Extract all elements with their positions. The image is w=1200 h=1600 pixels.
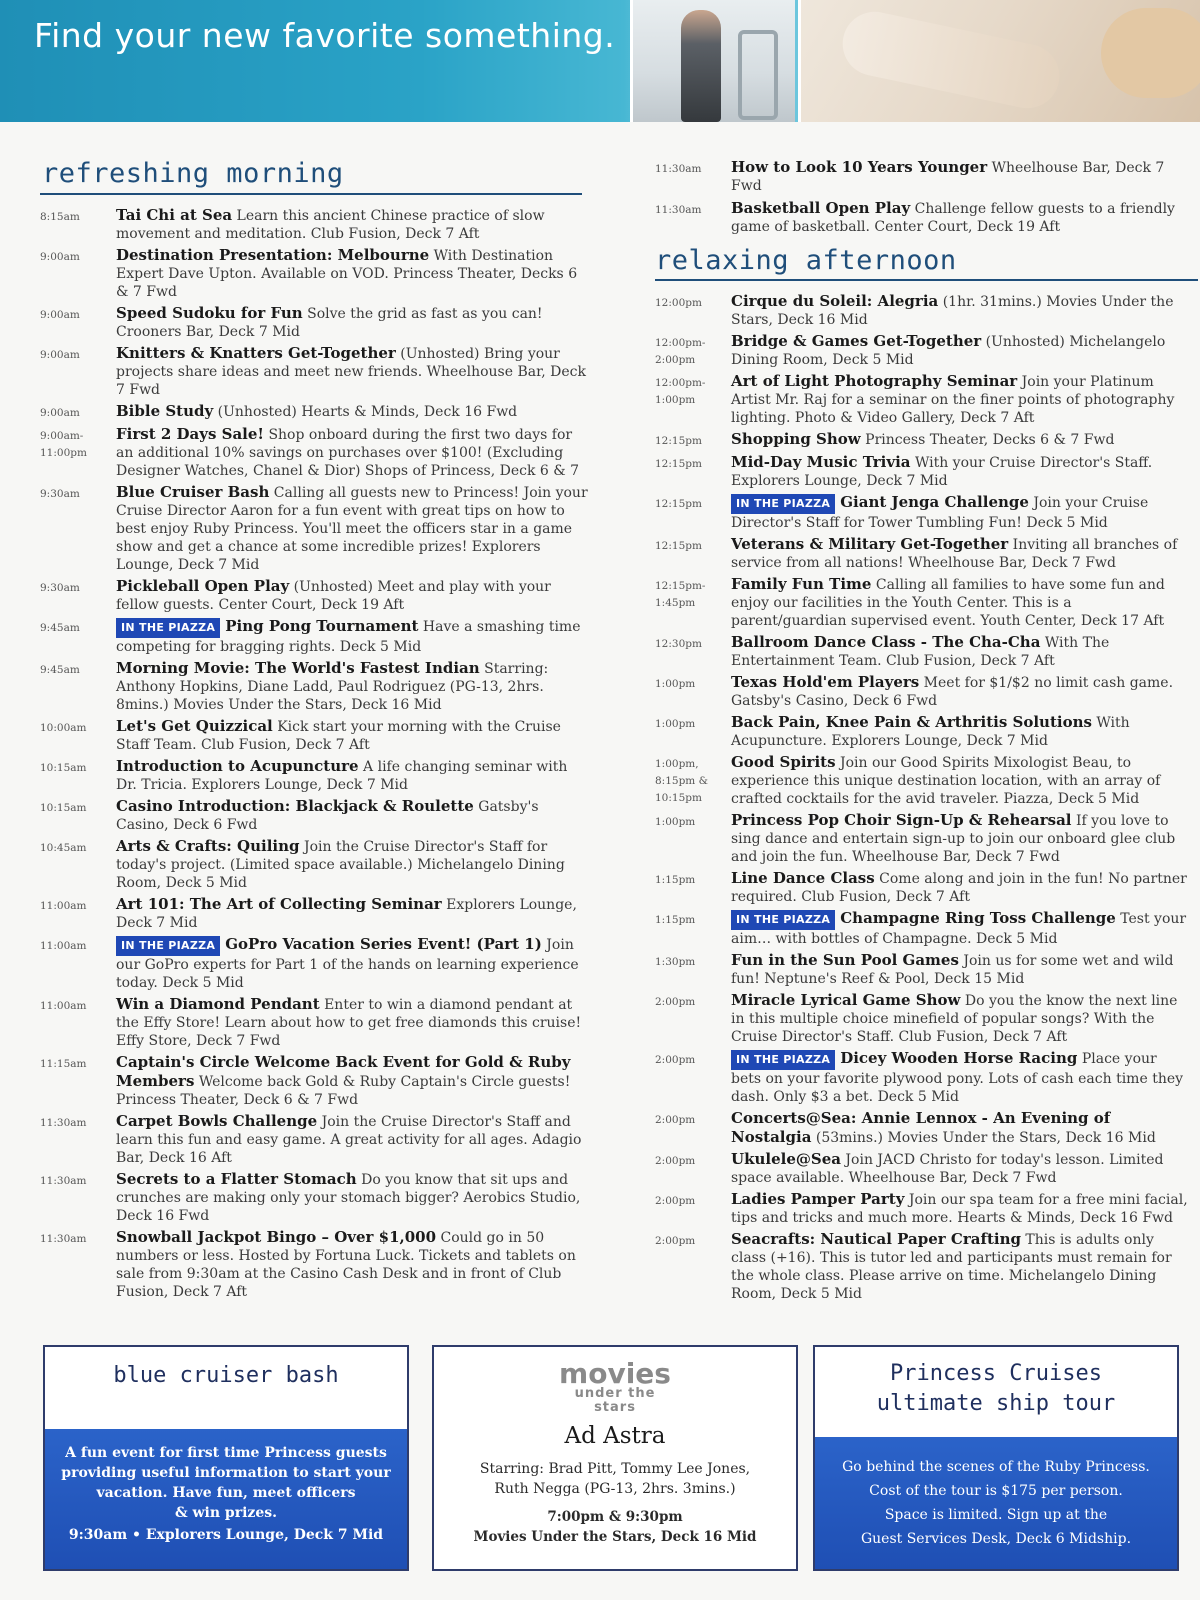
box-tour-line: Guest Services Desk, Deck 6 Midship.: [860, 1531, 1132, 1547]
event-title: Pickleball Open Play: [116, 577, 290, 595]
event-title: Mid-Day Music Trivia: [731, 453, 911, 471]
event-title: Giant Jenga Challenge: [840, 493, 1029, 511]
event-body: [116, 617, 588, 656]
event-time: 10:15am: [40, 762, 87, 774]
event-item: [655, 991, 1191, 1046]
event-description: Have a smashing time competing for bragging rights. Deck 5 Mid: [116, 619, 581, 655]
event-title: Art of Light Photography Seminar: [731, 372, 1018, 390]
event-title: First 2 Days Sale!: [116, 425, 264, 443]
event-time: 1:00pm: [655, 678, 696, 690]
event-title: Shopping Show: [731, 430, 861, 448]
event-time: 9:30am: [40, 582, 80, 594]
event-title: Ballroom Dance Class - The Cha-Cha: [731, 633, 1041, 651]
event-body: [116, 895, 588, 932]
event-description: With Acupuncture. Explorers Lounge, Deck 7 Mid: [731, 715, 1130, 749]
event-title: Let's Get Quizzical: [116, 717, 273, 735]
event-description: (Unhosted) Bring your projects share ideas and meet new friends. Wheelhouse Bar, Deck 7 Fwd: [116, 346, 586, 398]
event-item: [655, 430, 1191, 450]
event-time: 1:15pm: [655, 914, 696, 926]
event-description: Join the Cruise Director's Staff for today's project. (Limited space available.) Michelangelo Dining Room, Deck 5 Mid: [116, 839, 565, 891]
event-description: Inviting all branches of service from all nations! Wheelhouse Bar, Deck 7 Fwd: [731, 537, 1178, 571]
movie-title: Ad Astra: [564, 1423, 666, 1449]
box-tour-line: Space is limited. Sign up at the: [884, 1507, 1108, 1523]
event-description: Join our Good Spirits Mixologist Beau, to experience this unique destination location, with an array of crafted cocktails for the avid traveler. Piazza, Deck 5 Mid: [731, 755, 1161, 807]
event-title: Dicey Wooden Horse Racing: [840, 1049, 1078, 1067]
event-description: Welcome back Gold & Ruby Captain's Circle guests! Princess Theater, Deck 6 & 7 Fwd: [116, 1074, 571, 1108]
event-body: [731, 1230, 1191, 1303]
event-item: [655, 575, 1191, 630]
event-description: Join the Cruise Director's Staff and learn this fun and easy game. A great activity for all ages. Adagio Bar, Deck 16 Aft: [116, 1114, 582, 1166]
event-time: 11:00am: [40, 1000, 87, 1012]
box-bash-line: A fun event for first time Princess guests: [65, 1445, 387, 1461]
event-description: Explorers Lounge, Deck 7 Mid: [116, 897, 577, 931]
event-body: [116, 837, 588, 892]
event-time: 1:00pm: [655, 816, 696, 828]
event-title: Carpet Bowls Challenge: [116, 1112, 318, 1130]
event-description: Gatsby's Casino, Deck 6 Fwd: [116, 799, 539, 833]
event-title: Destination Presentation: Melbourne: [116, 246, 430, 264]
event-body: [116, 425, 588, 480]
event-item: [655, 535, 1191, 572]
event-description: Meet for $1/$2 no limit cash game. Gatsby's Casino, Deck 6 Fwd: [731, 675, 1174, 709]
event-description: With your Cruise Director's Staff. Explorers Lounge, Deck 7 Mid: [731, 455, 1153, 489]
event-description: Learn this ancient Chinese practice of slow movement and meditation. Club Fusion, Deck 7 Aft: [116, 208, 545, 242]
event-time: 12:15pm- 1:45pm: [655, 580, 706, 609]
event-description: Calling all guests new to Princess! Join your Cruise Director Aaron for a fun event with great tips on how to best enjoy Ruby Princess. You'll meet the officers star in a game show and get a chance at some incredible prizes! Explorers Lounge, Deck 7 Mid: [116, 485, 588, 573]
event-title: Miracle Lyrical Game Show: [731, 991, 961, 1009]
event-time: 2:00pm: [655, 1114, 696, 1126]
event-description: Starring: Anthony Hopkins, Diane Ladd, Paul Rodriguez (PG-13, 2hrs. 8mins.) Movies Under the Stars, Deck 16 Mid: [116, 661, 549, 713]
event-time: 11:30am: [655, 163, 702, 175]
event-body: [116, 304, 588, 341]
event-title: Veterans & Military Get-Together: [731, 535, 1009, 553]
movie-times: 7:00pm & 9:30pm: [547, 1509, 683, 1525]
movie-venue: Movies Under the Stars, Deck 16 Mid: [473, 1529, 757, 1545]
event-time: 12:00pm- 1:00pm: [655, 377, 706, 406]
photo-spa-guest: [837, 6, 1065, 114]
banner-photo-spa: [798, 0, 1200, 122]
event-item: [655, 1190, 1191, 1227]
event-time: 2:00pm: [655, 1235, 696, 1247]
event-item: [40, 717, 588, 754]
event-title: Speed Sudoku for Fun: [116, 304, 303, 322]
event-description: Join your Platinum Artist Mr. Raj for a seminar on the finer points of photography lighting. Photo & Video Gallery, Deck 7 Aft: [731, 374, 1175, 426]
event-time: 12:00pm: [655, 297, 702, 309]
event-time: 10:00am: [40, 722, 87, 734]
event-title: Tai Chi at Sea: [116, 206, 233, 224]
event-time: 1:00pm, 8:15pm & 10:15pm: [655, 758, 708, 804]
event-description: If you love to sing dance and entertain sign-up to join our onboard glee club and join the fun. Wheelhouse Bar, Deck 7 Fwd: [731, 813, 1176, 865]
event-item: [40, 246, 588, 301]
event-body: [731, 713, 1191, 750]
event-title: Knitters & Knatters Get-Together: [116, 344, 396, 362]
event-item: [40, 483, 588, 574]
event-item: [40, 206, 588, 243]
event-description: Enter to win a diamond pendant at the Effy Store! Learn about how to get free diamonds this cruise! Effy Store, Deck 7 Fwd: [116, 997, 582, 1049]
box-bash-line: & win prizes.: [174, 1505, 278, 1521]
event-description: Come along and join in the fun! No partner required. Club Fusion, Deck 7 Aft: [731, 871, 1187, 905]
box-tour-line: Go behind the scenes of the Ruby Princess.: [842, 1459, 1150, 1475]
late-morning-events: [655, 158, 1185, 240]
event-item: [40, 1228, 588, 1301]
event-description: With Destination Expert Dave Upton. Available on VOD. Princess Theater, Decks 6 & 7 Fwd: [116, 248, 578, 300]
event-title: Art 101: The Art of Collecting Seminar: [116, 895, 442, 913]
event-description: This is adults only class (+16). This is tutor led and participants must remain for the whole class. Please arrive on time. Michelangelo Dining Room, Deck 5 Mid: [731, 1232, 1172, 1302]
event-time: 8:15am: [40, 211, 80, 223]
event-title: Ladies Pamper Party: [731, 1190, 905, 1208]
event-time: 11:30am: [40, 1117, 87, 1129]
piazza-badge: IN THE PIAZZA: [731, 910, 835, 930]
event-item: [40, 1112, 588, 1167]
event-body: [731, 1190, 1191, 1227]
movie-box: [432, 1345, 798, 1571]
event-item: [40, 344, 588, 399]
event-title: Cirque du Soleil: Alegria: [731, 292, 939, 310]
event-title: Good Spirits: [731, 753, 836, 771]
event-item: [655, 811, 1191, 866]
event-title: Casino Introduction: Blackjack & Roulette: [116, 797, 474, 815]
event-description: (53mins.) Movies Under the Stars, Deck 16 Mid: [811, 1130, 1156, 1146]
banner-photo-deck: [630, 0, 795, 122]
event-item: [655, 493, 1191, 532]
box-bash-line: providing useful information to start your: [61, 1465, 391, 1481]
event-time: 11:30am: [40, 1175, 87, 1187]
event-body: [731, 673, 1191, 710]
event-body: [731, 535, 1191, 572]
event-title: Introduction to Acupuncture: [116, 757, 359, 775]
event-time: 9:00am: [40, 251, 80, 263]
piazza-badge: IN THE PIAZZA: [116, 936, 220, 956]
event-body: [116, 1112, 588, 1167]
photo-spa-towel: [1101, 8, 1200, 98]
event-title: Princess Pop Choir Sign-Up & Rehearsal: [731, 811, 1072, 829]
event-item: [655, 869, 1191, 906]
event-body: [116, 1053, 588, 1109]
event-title: Line Dance Class: [731, 869, 875, 887]
morning-rule: [40, 193, 582, 195]
event-description: Solve the grid as fast as you can! Crooners Bar, Deck 7 Mid: [116, 306, 543, 340]
event-item: [655, 199, 1185, 236]
event-title: Secrets to a Flatter Stomach: [116, 1170, 357, 1188]
event-time: 12:15pm: [655, 498, 702, 510]
event-description: Join our spa team for a free mini facial, tips and tricks and much more. Hearts & Minds, Deck 16 Fwd: [731, 1192, 1188, 1226]
event-description: Could go in 50 numbers or less. Hosted by Fortuna Luck. Tickets and tablets on sale from 9:30am at the Casino Cash Desk and in front of Club Fusion, Deck 7 Aft: [116, 1230, 576, 1300]
event-time: 12:00pm- 2:00pm: [655, 337, 706, 366]
event-item: [40, 617, 588, 656]
event-body: [731, 869, 1191, 906]
event-time: 11:00am: [40, 940, 87, 952]
movie-cast: [434, 1459, 796, 1499]
event-description: (Unhosted) Meet and play with your fellow guests. Center Court, Deck 19 Aft: [116, 579, 551, 613]
event-item: [40, 1170, 588, 1225]
blue-cruiser-bash-box: [43, 1345, 409, 1571]
event-time: 10:45am: [40, 842, 87, 854]
event-item: [40, 757, 588, 794]
event-item: [655, 1230, 1191, 1303]
event-item: [40, 659, 588, 714]
event-item: [40, 577, 588, 614]
event-title: Ping Pong Tournament: [225, 617, 419, 635]
event-title: Fun in the Sun Pool Games: [731, 951, 959, 969]
event-body: [116, 344, 588, 399]
event-body: [116, 246, 588, 301]
event-description: (1hr. 31mins.) Movies Under the Stars, Deck 16 Mid: [731, 294, 1174, 328]
event-title: Champagne Ring Toss Challenge: [840, 909, 1116, 927]
event-body: [731, 1150, 1191, 1187]
movie-cast-line: Ruth Negga (PG-13, 2hrs. 3mins.): [494, 1481, 736, 1497]
ship-tour-box: [813, 1345, 1179, 1571]
event-time: 1:15pm: [655, 874, 696, 886]
event-body: [731, 951, 1191, 988]
event-description: Wheelhouse Bar, Deck 7 Fwd: [731, 160, 1165, 194]
morning-events: [40, 206, 588, 1304]
event-item: [40, 304, 588, 341]
event-body: [116, 797, 588, 834]
event-time: 9:00am- 11:00pm: [40, 430, 87, 459]
event-body: [731, 1049, 1191, 1106]
event-description: Challenge fellow guests to a friendly game of basketball. Center Court, Deck 19 Aft: [731, 201, 1175, 235]
event-time: 11:30am: [655, 204, 702, 216]
event-time: 12:30pm: [655, 638, 702, 650]
event-body: [731, 372, 1191, 427]
event-body: [731, 430, 1191, 450]
event-time: 1:30pm: [655, 956, 696, 968]
event-description: (Unhosted) Michelangelo Dining Room, Deck 5 Mid: [731, 334, 1166, 368]
event-title: Arts & Crafts: Quiling: [116, 837, 300, 855]
event-body: [731, 991, 1191, 1046]
event-title: Ukulele@Sea: [731, 1150, 841, 1168]
event-description: Princess Theater, Decks 6 & 7 Fwd: [860, 432, 1115, 448]
event-item: [655, 713, 1191, 750]
event-description: Join us for some wet and wild fun! Neptune's Reef & Pool, Deck 15 Mid: [731, 953, 1174, 987]
event-time: 2:00pm: [655, 1054, 696, 1066]
event-description: Test your aim… with bottles of Champagne. Deck 5 Mid: [731, 911, 1187, 947]
box-tour-line: Cost of the tour is $175 per person.: [869, 1483, 1123, 1499]
event-description: A life changing seminar with Dr. Tricia. Explorers Lounge, Deck 7 Mid: [116, 759, 568, 793]
afternoon-rule: [655, 279, 1198, 281]
event-time: 1:00pm: [655, 718, 696, 730]
event-time: 11:00am: [40, 900, 87, 912]
event-item: [40, 797, 588, 834]
event-title: Bridge & Games Get-Together: [731, 332, 982, 350]
movies-under-stars-logo: movies under the stars: [559, 1357, 671, 1415]
box-tour-title: Princess Cruises ultimate ship tour: [876, 1361, 1116, 1416]
event-title: Snowball Jackpot Bingo – Over $1,000: [116, 1228, 437, 1246]
event-item: [655, 633, 1191, 670]
event-item: [655, 292, 1191, 329]
event-title: Texas Hold'em Players: [731, 673, 920, 691]
event-body: [731, 633, 1191, 670]
event-title: Seacrafts: Nautical Paper Crafting: [731, 1230, 1021, 1248]
event-body: [731, 575, 1191, 630]
event-body: [116, 1228, 588, 1301]
afternoon-heading: relaxing afternoon: [655, 245, 957, 276]
event-title: Family Fun Time: [731, 575, 872, 593]
event-time: 12:15pm: [655, 435, 702, 447]
event-time: 9:00am: [40, 407, 80, 419]
event-item: [655, 453, 1191, 490]
event-body: [731, 1109, 1191, 1147]
event-time: 11:15am: [40, 1058, 87, 1070]
event-title: Captain's Circle Welcome Back Event for Gold & Ruby Members: [116, 1053, 571, 1090]
event-time: 2:00pm: [655, 1155, 696, 1167]
event-description: Join our GoPro experts for Part 1 of the hands on learning experience today. Deck 5 Mid: [116, 937, 579, 991]
event-item: [655, 1150, 1191, 1187]
event-body: [731, 332, 1191, 369]
event-description: Shop onboard during the first two days for an additional 10% savings on purchases over $100! (Excluding Designer Watches, Chanel & Dior) Shops of Princess, Deck 6 & 7: [116, 427, 580, 479]
event-title: Morning Movie: The World's Fastest Indian: [116, 659, 480, 677]
event-body: [731, 199, 1185, 236]
event-description: Place your bets on your favorite plywood pony. Lots of cash each time they dash. Only $3 a bet. Deck 5 Mid: [731, 1051, 1184, 1105]
event-title: How to Look 10 Years Younger: [731, 158, 988, 176]
event-body: [116, 757, 588, 794]
event-body: [731, 811, 1191, 866]
event-time: 9:45am: [40, 664, 80, 676]
event-body: [116, 1170, 588, 1225]
event-time: 9:00am: [40, 309, 80, 321]
event-body: [116, 206, 588, 243]
event-item: [40, 935, 588, 992]
event-body: [116, 717, 588, 754]
event-time: 11:30am: [40, 1233, 87, 1245]
event-time: 12:15pm: [655, 540, 702, 552]
event-description: Do you know that sit ups and crunches are making only your stomach bigger? Aerobics Studio, Deck 16 Fwd: [116, 1172, 581, 1224]
event-item: [40, 837, 588, 892]
event-item: [655, 673, 1191, 710]
box-bash-title: blue cruiser bash: [113, 1363, 339, 1388]
photo-person: [681, 10, 721, 122]
photo-deck-chair: [738, 30, 778, 120]
morning-heading: refreshing morning: [42, 158, 344, 189]
event-body: [731, 493, 1191, 532]
event-body: [116, 483, 588, 574]
event-body: [116, 402, 588, 422]
event-item: [655, 1049, 1191, 1106]
event-item: [655, 909, 1191, 948]
event-title: Basketball Open Play: [731, 199, 911, 217]
movie-showtimes: [434, 1507, 796, 1547]
event-time: 10:15am: [40, 802, 87, 814]
event-item: [40, 895, 588, 932]
box-tour-body: [815, 1437, 1177, 1569]
event-time: 9:45am: [40, 622, 80, 634]
event-time: 12:15pm: [655, 458, 702, 470]
header-banner: [0, 0, 1200, 122]
event-body: [116, 995, 588, 1050]
event-description: Join your Cruise Director's Staff for Tower Tumbling Fun! Deck 5 Mid: [731, 495, 1149, 531]
event-title: Bible Study: [116, 402, 214, 420]
box-bash-when: 9:30am • Explorers Lounge, Deck 7 Mid: [68, 1527, 384, 1543]
event-body: [731, 753, 1191, 808]
event-item: [655, 1109, 1191, 1147]
event-item: [655, 158, 1185, 195]
afternoon-events: [655, 292, 1191, 1306]
event-item: [40, 402, 588, 422]
event-description: Join JACD Christo for today's lesson. Limited space available. Wheelhouse Bar, Deck 7 Fwd: [731, 1152, 1164, 1186]
event-body: [731, 909, 1191, 948]
movie-cast-line: Starring: Brad Pitt, Tommy Lee Jones,: [479, 1461, 751, 1477]
event-time: 9:30am: [40, 488, 80, 500]
event-item: [655, 332, 1191, 369]
event-title: Win a Diamond Pendant: [116, 995, 320, 1013]
event-description: With The Entertainment Team. Club Fusion, Deck 7 Aft: [731, 635, 1110, 669]
event-body: [116, 577, 588, 614]
event-body: [731, 292, 1191, 329]
event-body: [116, 935, 588, 992]
event-body: [116, 659, 588, 714]
event-item: [655, 753, 1191, 808]
event-title: Back Pain, Knee Pain & Arthritis Solutions: [731, 713, 1092, 731]
event-time: 9:00am: [40, 349, 80, 361]
event-title: Concerts@Sea: Annie Lennox - An Evening of Nostalgia: [731, 1109, 1111, 1146]
event-time: 2:00pm: [655, 1195, 696, 1207]
event-title: Blue Cruiser Bash: [116, 483, 270, 501]
event-description: Do you the know the next line in this multiple choice minefield of popular songs? With the Cruise Director's Staff. Club Fusion, Deck 7 Aft: [731, 993, 1178, 1045]
event-description: (Unhosted) Hearts & Minds, Deck 16 Fwd: [213, 404, 518, 420]
box-bash-line: vacation. Have fun, meet officers: [96, 1485, 356, 1501]
event-title: GoPro Vacation Series Event! (Part 1): [225, 935, 542, 953]
event-item: [655, 951, 1191, 988]
event-body: [731, 158, 1185, 195]
event-item: [40, 995, 588, 1050]
piazza-badge: IN THE PIAZZA: [731, 1050, 835, 1070]
banner-tagline: Find your new favorite something.: [34, 16, 616, 55]
event-item: [655, 372, 1191, 427]
box-bash-body: [45, 1429, 407, 1569]
piazza-badge: IN THE PIAZZA: [731, 494, 835, 514]
event-description: Kick start your morning with the Cruise Staff Team. Club Fusion, Deck 7 Aft: [116, 719, 561, 753]
piazza-badge: IN THE PIAZZA: [116, 618, 220, 638]
event-item: [40, 425, 588, 480]
event-item: [40, 1053, 588, 1109]
event-time: 2:00pm: [655, 996, 696, 1008]
event-body: [731, 453, 1191, 490]
event-description: Calling all families to have some fun and enjoy our facilities in the Youth Center. This is a parent/guardian supervised event. Youth Center, Deck 17 Aft: [731, 577, 1165, 629]
